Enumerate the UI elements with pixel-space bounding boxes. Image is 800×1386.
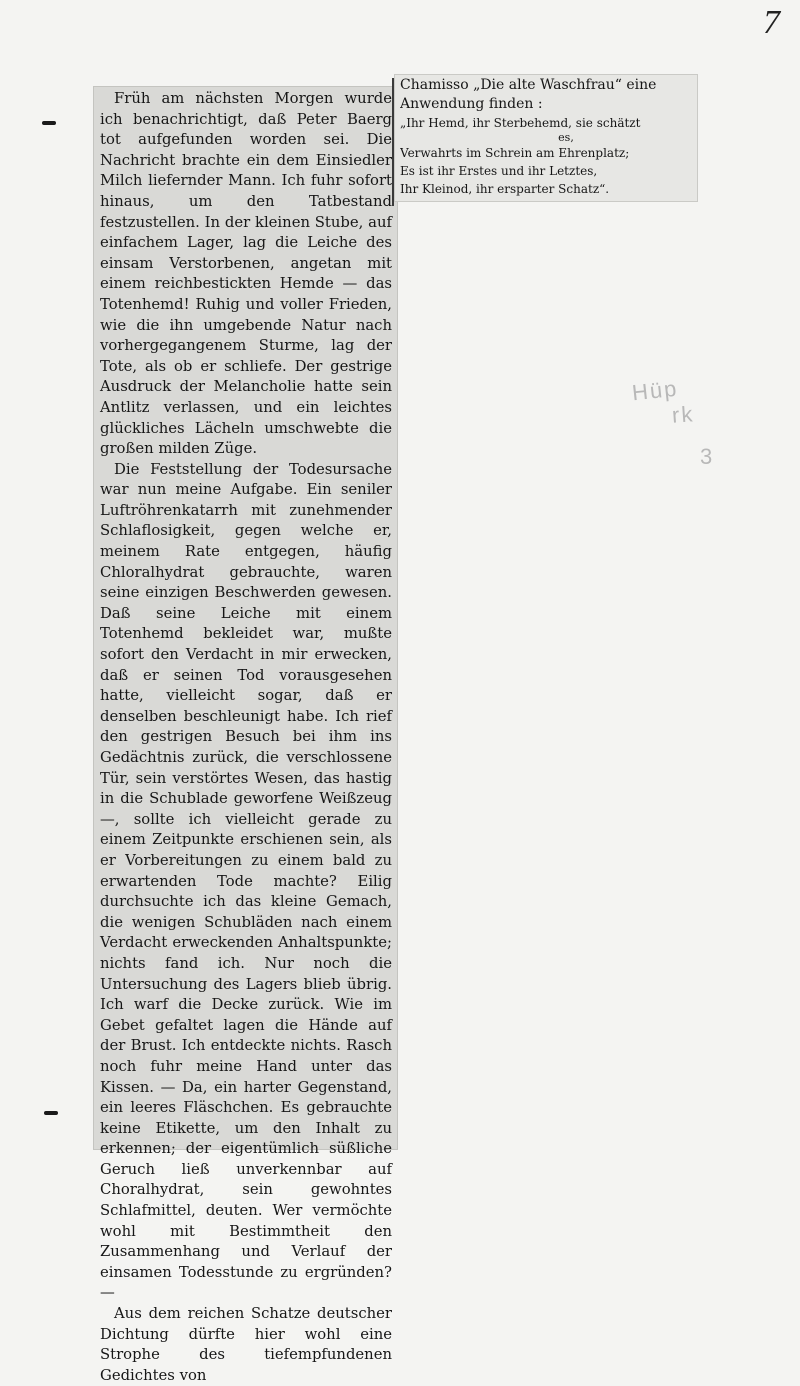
poem-line-1: „Ihr Hemd, ihr Sterbehemd, sie schätzt [400,116,641,130]
article-column [100,89,392,1386]
pencil-note-3: 3 [700,444,715,469]
poem-line-4: Ihr Kleinod, ihr ersparter Schatz“. [400,182,610,196]
binding-mark-bottom [44,1111,58,1115]
poem-line-1-wrap: es, [558,132,574,144]
continuation-line-2: Anwendung finden : [400,96,543,112]
pencil-note-2: rk [671,401,696,428]
article-paragraph-2: Die Feststellung der Todesursache war nun meine Aufgabe. Ein seniler Luftröhrenkatarrh mit zunehmender Schlaflosigkeit, gegen welche er, meinem Rate entgegen, häufig Chloralhydrat gebrauchte, waren seine einzigen Beschwerden gewesen. Daß seine Leiche mit einem Totenhemd bekleidet war, mußte sofort den Verdacht in mir erwecken, daß er seinen Tod vorausgesehen hatte, vielleicht sogar, daß er denselben beschleunigt habe. Ich rief den gestrigen Besuch bei ihm ins Gedächtnis zurück, die verschlossene Tür, sein verstörtes Wesen, das hastig in die Schublade geworfene Weißzeug —, sollte ich vielleicht gerade zu einem Zeitpunkte erschienen sein, als er Vorbereitungen zu einem bald zu erwartenden Tode machte? Eilig durchsuchte ich das kleine Gemach, die wenigen Schubläden nach einem Verdacht erweckenden Anhaltspunkte; nichts fand ich. Nur noch die Untersuchung des Lagers blieb übrig. Ich warf die Decke zurück. Wie im Gebet gefaltet lagen die Hände auf der Brust. Ich entdeckte nichts. Rasch noch fuhr meine Hand unter das Kissen. — Da, ein harter Gegenstand, ein leeres Fläschchen. Es gebrauchte keine Etikette, um den Inhalt zu erkennen; der eigentümlich süßliche Geruch ließ unverkennbar auf Choralhydrat, sein gewohntes Schlafmittel, deuten. Wer vermöchte wohl mit Bestimmtheit den Zusammenhang und Verlauf der einsamen Todesstunde zu ergründen? — [100,460,392,1302]
article-paragraph-3: Aus dem reichen Schatze deutscher Dichtung dürfte hier wohl eine Strophe des tiefempfundenen Gedichtes von [100,1305,392,1384]
pencil-note-1: Hüp [630,375,680,406]
article-continuation [400,76,692,198]
poem-line-3: Es ist ihr Erstes und ihr Letztes, [400,164,598,178]
binding-mark-top [42,121,56,125]
continuation-line-1: Chamisso „Die alte Waschfrau“ eine [400,77,657,93]
column-divider [392,78,394,206]
poem-line-2: Verwahrts im Schrein am Ehrenplatz; [400,146,630,160]
page-number: 7 [763,4,780,41]
article-paragraph-1: Früh am nächsten Morgen wurde ich benachrichtigt, daß Peter Baerg tot aufgefunden worden sei. Die Nachricht brachte ein dem Einsiedler Milch liefernder Mann. Ich fuhr sofort hinaus, um den Tatbestand festzustellen. In der kleinen Stube, auf einfachem Lager, lag die Leiche des einsam Verstorbenen, angetan mit einem reichbestickten Hemde — das Totenhemd! Ruhig und voller Frieden, wie die ihn umgebende Natur nach vorhergegangenem Sturme, lag der Tote, als ob er schliefe. Der gestrige Ausdruck der Melancholie hatte sein Antlitz verlassen, und ein leichtes glückliches Lächeln umschwebte die großen milden Züge. [100,90,392,458]
